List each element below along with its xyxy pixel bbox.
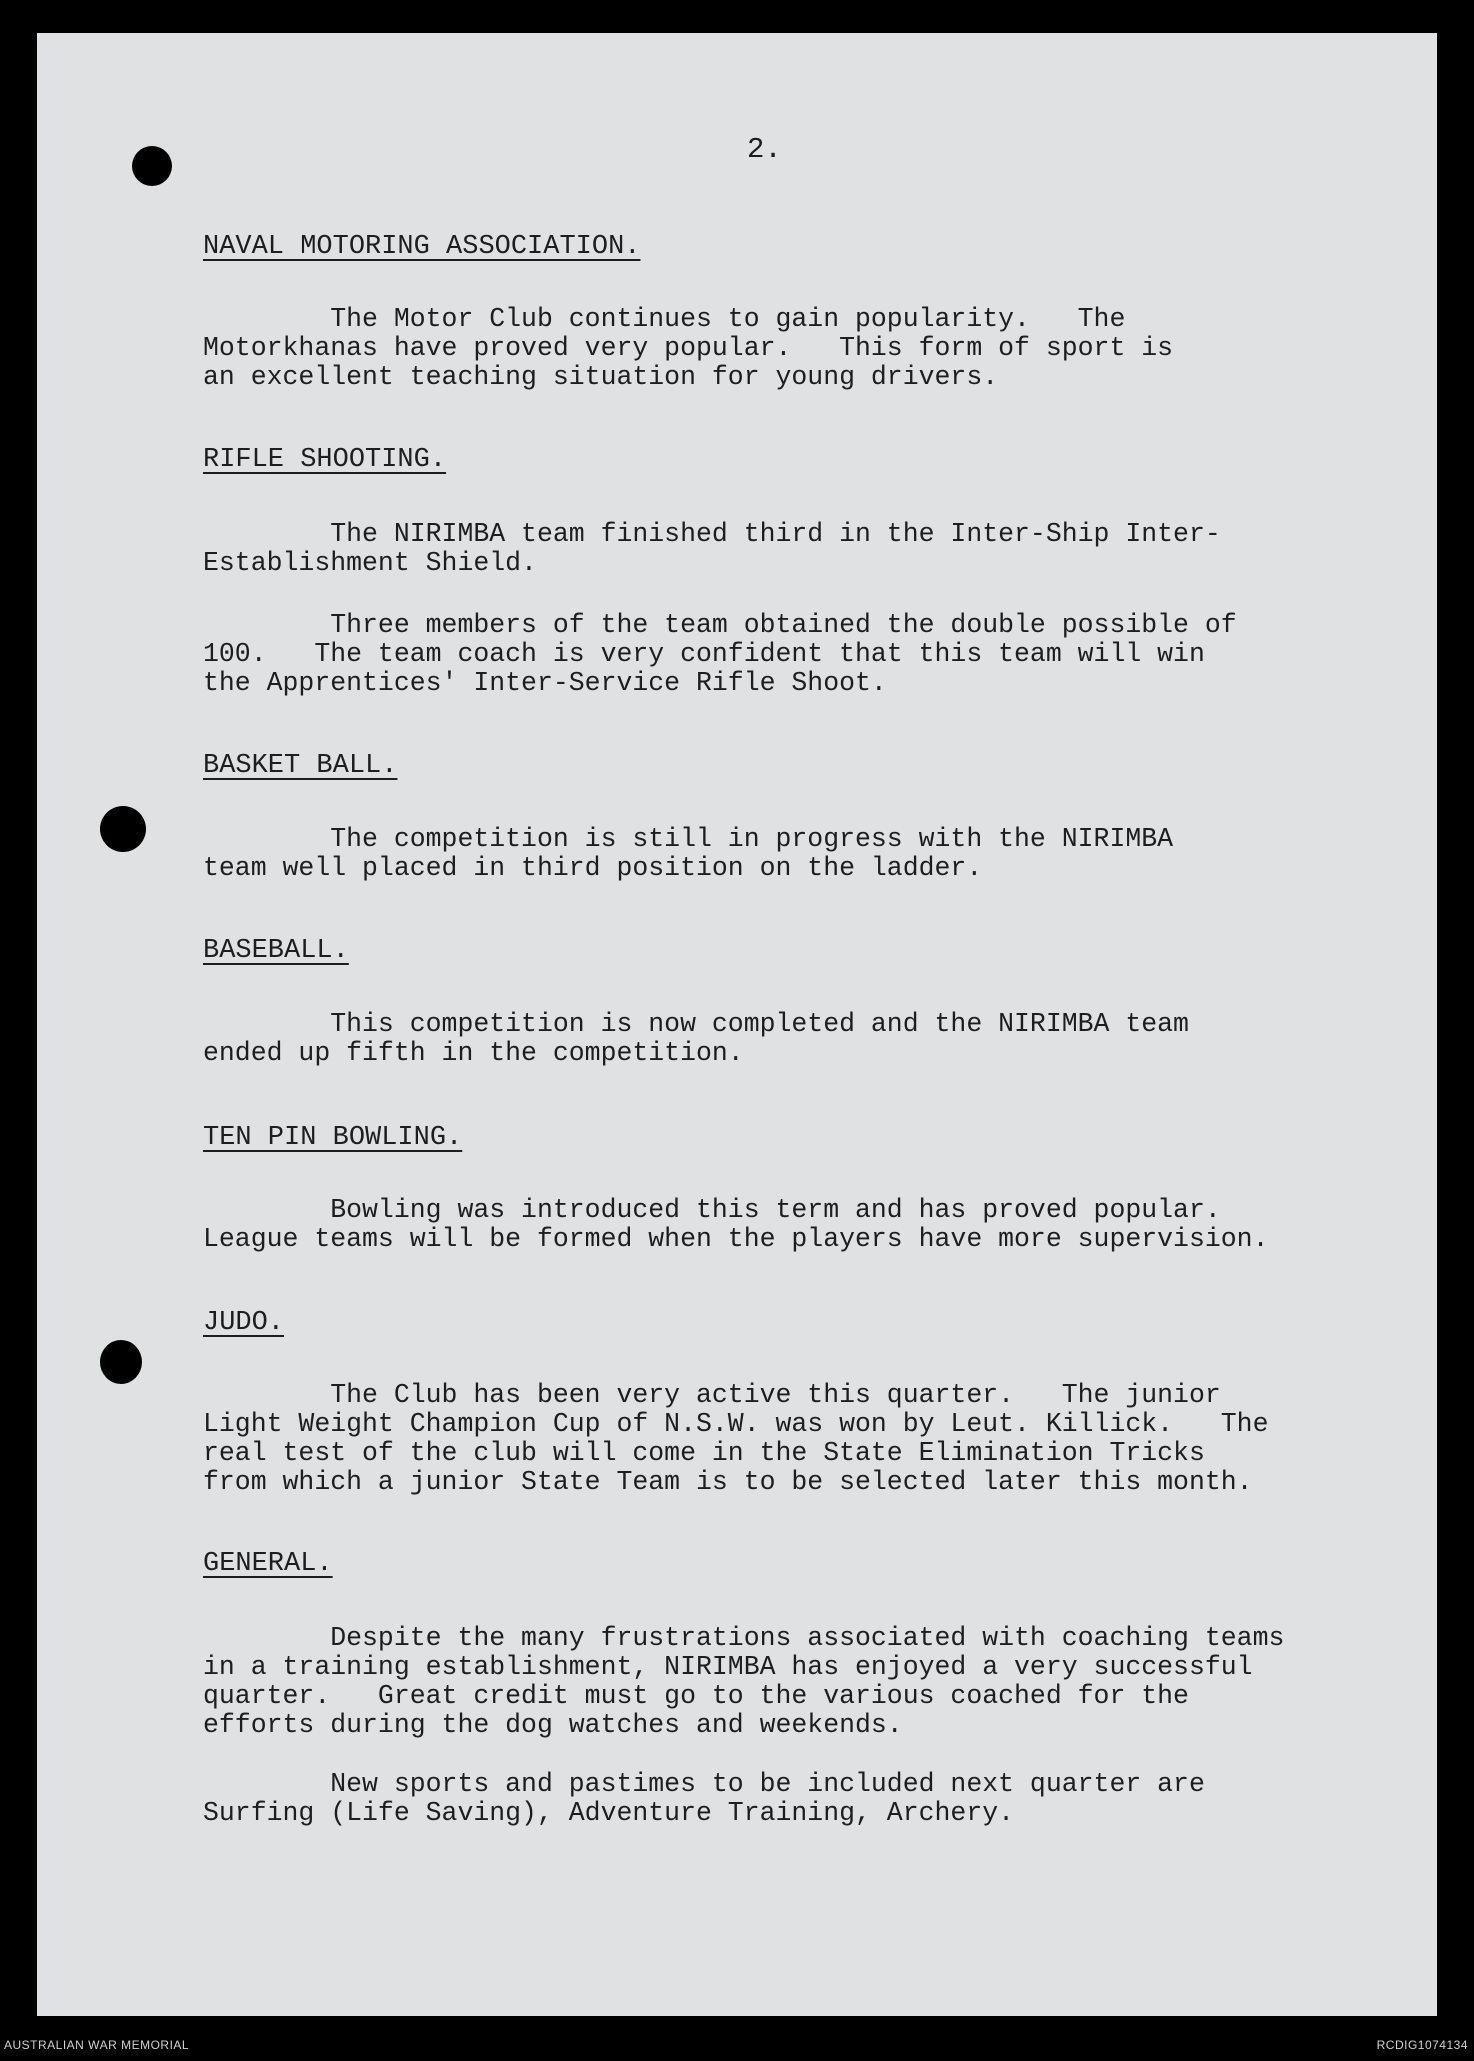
footer-record-id: RCDIG1074134	[1376, 2038, 1468, 2052]
paragraph: The NIRIMBA team finished third in the Inter-Ship Inter- Establishment Shield.	[203, 519, 1221, 578]
punch-hole	[100, 1340, 142, 1384]
paragraph: The Club has been very active this quarter. The junior Light Weight Champion Cup of N.S.W. was won by Leut. Killick. The real test of the club will come in the State Elimination Tricks from which a junior State Team is to be selected later this month.	[203, 1380, 1269, 1497]
section-heading-naval-motoring: NAVAL MOTORING ASSOCIATION.	[203, 232, 641, 262]
paragraph: This competition is now completed and the NIRIMBA team ended up fifth in the competition.	[203, 1009, 1189, 1068]
paragraph: The Motor Club continues to gain popularity. The Motorkhanas have proved very popular. This form of sport is an excellent teaching situation for young drivers.	[203, 304, 1174, 392]
paragraph: Despite the many frustrations associated with coaching teams in a training establishment, NIRIMBA has enjoyed a very successful quarter. Great credit must go to the various coached for the efforts during the dog watches and weekends.	[203, 1623, 1285, 1740]
section-heading-judo: JUDO.	[203, 1308, 285, 1338]
punch-hole	[132, 146, 172, 186]
footer-archive-name: AUSTRALIAN WAR MEMORIAL	[4, 2038, 190, 2052]
paragraph: Three members of the team obtained the double possible of 100. The team coach is very confident that this team will win the Apprentices' Inter-Service Rifle Shoot.	[203, 610, 1237, 698]
section-heading-ten-pin-bowling: TEN PIN BOWLING.	[203, 1123, 463, 1153]
document-page	[37, 33, 1437, 2016]
section-heading-basket-ball: BASKET BALL.	[203, 751, 398, 781]
paragraph: New sports and pastimes to be included next quarter are Surfing (Life Saving), Adventure Training, Archery.	[203, 1769, 1205, 1828]
paragraph: Bowling was introduced this term and has proved popular. League teams will be formed when the players have more supervision.	[203, 1195, 1269, 1254]
paragraph: The competition is still in progress with the NIRIMBA team well placed in third position on the ladder.	[203, 824, 1174, 883]
section-heading-baseball: BASEBALL.	[203, 936, 349, 966]
section-heading-rifle-shooting: RIFLE SHOOTING.	[203, 445, 447, 475]
section-heading-general: GENERAL.	[203, 1549, 333, 1579]
page-number: 2.	[747, 133, 782, 166]
punch-hole	[100, 806, 146, 852]
